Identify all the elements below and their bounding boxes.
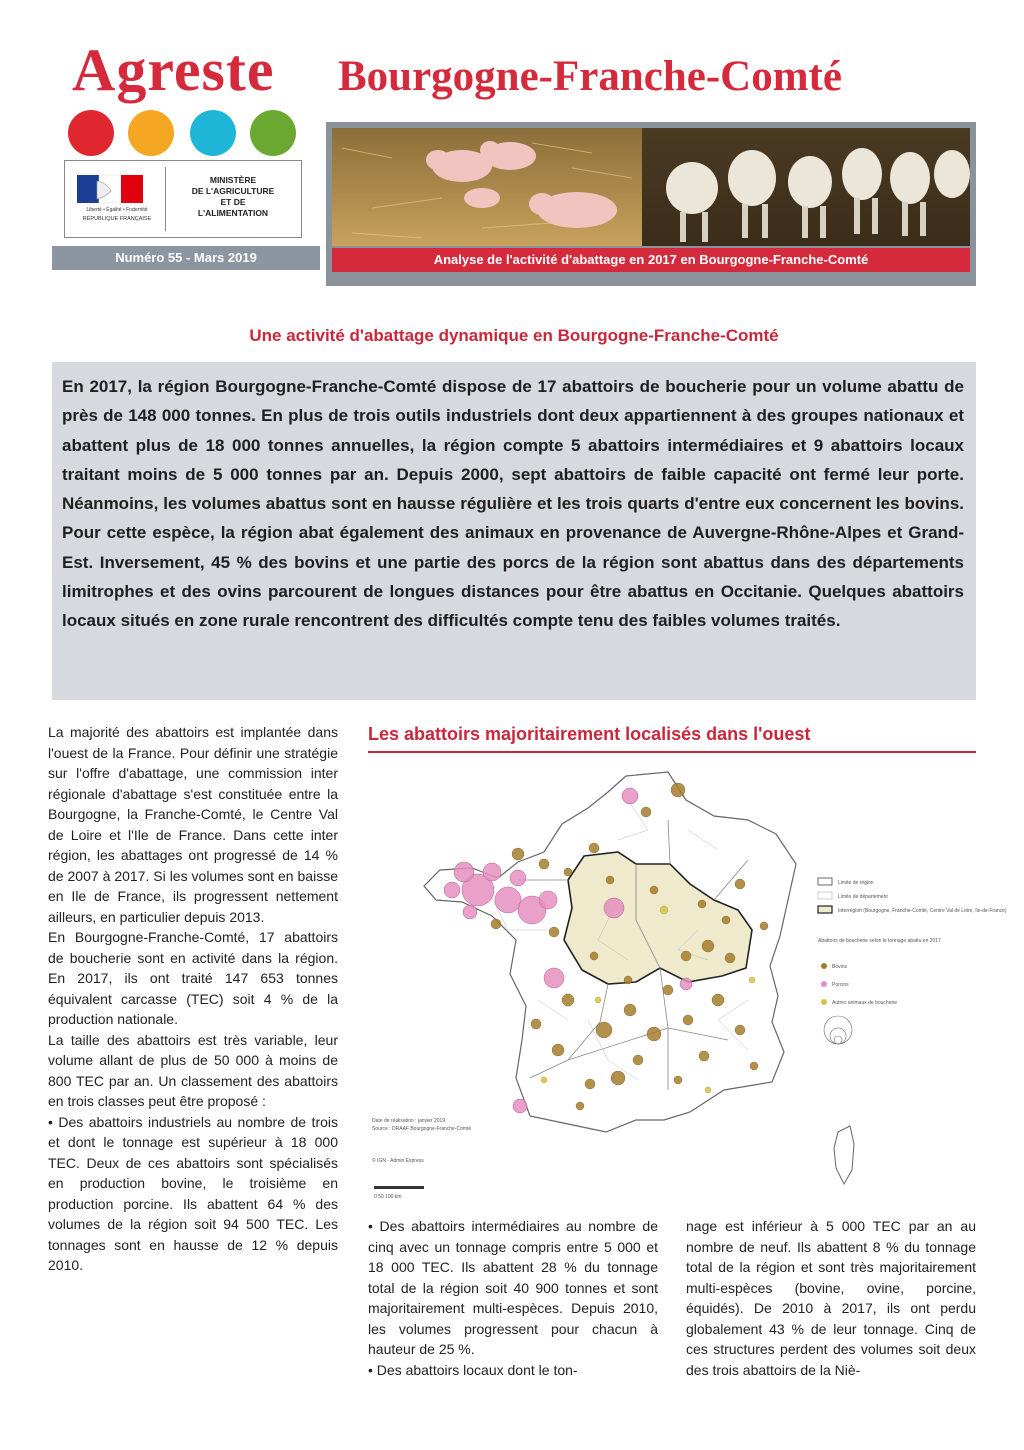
paragraph: La majorité des abattoirs est implantée dans l'ouest de la France. Pour définir une stratégie sur l'offre d'abattage, une commission inter régionale d'abattage s'est constituée entre la Bourgogne, la Franche-Comté, le Centre Val de Loire et l'Ile de France. Dans cette inter région, les abattages ont progressé de 14 % de 2007 à 2017. Si les volumes sont en baisse en Ile de France, ils progressent nettement ailleurs, en particulier depuis 2013.: [48, 724, 338, 925]
legend-region-limit: Limite de région: [838, 880, 874, 886]
paragraph: • Des abattoirs industriels au nombre de trois et dont le tonnage est supérieur à 18 000 TEC. Deux de ces abattoirs sont spécialisés en production bovine, le troisième en production porcine. Ils abattent 64 % des volumes de la région soit 94 500 TEC. Les tonnages sont en hausse de 12 % depuis 2010.: [48, 1113, 338, 1273]
republic-name: RÉPUBLIQUE FRANÇAISE: [82, 216, 152, 222]
map-legend: [818, 878, 1007, 1044]
brand-title: Agreste: [72, 37, 275, 103]
summary-box: En 2017, la région Bourgogne-Franche-Comté dispose de 17 abattoirs de boucherie pour un volume abattu de près de 148 000 tonnes. En plus de trois outils industriels dont deux appartiennent à des groupes nationaux et abattent plus de 18 000 tonnes annuelles, la région compte 5 abattoirs intermédiaires et 9 abattoirs locaux traitant moins de 5 000 tonnes par an. Depuis 2000, sept abattoirs de faible capacité ont fermé leur porte. Néanmoins, les volumes abattus sont en hausse régulière et les trois quarts d'entre eux concernent les bovins. Pour cette espèce, la région abat également des animaux en provenance de Auvergne-Rhône-Alpes et Grand-Est. Inversement, 45 % des bovins et une partie des porcs de la région sont abattus dans des départements limitrophes et des ovins parcourent de longues distances pour être abattus en Occitanie. Quelques abattoirs locaux situés en zone rurale rencontrent des difficultés compte tenu des faibles volumes traités.: [52, 362, 976, 700]
green-dot-icon: [250, 110, 296, 156]
orange-dot-icon: [128, 110, 174, 156]
map-title: Les abattoirs majoritairement localisés dans l'ouest: [368, 724, 976, 753]
legend-interregion: Interrégion (Bourgogne, Franche-Comté, Centre Val de Loire, Ile-de-France): [838, 908, 1007, 914]
scale-label: 0 50 100 km: [374, 1194, 402, 1200]
map-copyright: © IGN - Admin Express: [372, 1158, 424, 1164]
article-headline: Une activité d'abattage dynamique en Bourgogne-Franche-Comté: [249, 326, 779, 345]
republic-motto: Liberté • Égalité • Fraternité: [86, 207, 148, 213]
legend-subtitle: Abattoirs de boucherie selon le tonnage abattu en 2017: [818, 938, 941, 944]
ministry-logo: [64, 160, 302, 238]
legend-autres: Autres animaux de boucherie: [832, 1000, 898, 1006]
paragraph: • Des abattoirs intermédiaires au nombre de cinq avec un tonnage compris entre 5 000 et 18 000 TEC. Ils abattent 28 % du tonnage total de la région soit 40 900 tonnes et sont majoritairement multi-espèces. Depuis 2010, les volumes progressent pour chacun à hauteur de 25 %.: [368, 1218, 658, 1357]
issue-number: Numéro 55 - Mars 2019: [52, 246, 320, 270]
legend-bovins: Bovins: [832, 964, 848, 970]
region-title: Bourgogne-Franche-Comté: [338, 53, 842, 100]
cyan-dot-icon: [190, 110, 236, 156]
ministry-name: [173, 175, 293, 219]
map-date-note: Date de réalisation : janvier 2019: [372, 1118, 446, 1124]
ministry-line: ET DE: [220, 197, 246, 207]
issue-topic-banner: Analyse de l'activité d'abattage en 2017 en Bourgogne-Franche-Comté: [332, 248, 970, 272]
scale-bar: [374, 1186, 424, 1200]
paragraph: • Des abattoirs locaux dont le ton-: [368, 1361, 578, 1378]
livestock-photo: [332, 128, 970, 246]
ministry-line: DE L'AGRICULTURE: [191, 186, 275, 196]
paragraph: En Bourgogne-Franche-Comté, 17 abattoirs de boucherie sont en activité dans la région. En 2017, ils ont traité 147 653 tonnes équivalent carcasse (TEC) soit 4 % de la production nationale.: [48, 929, 338, 1027]
legend-department-limit: Limite de département: [838, 894, 888, 900]
body-column-right: [686, 1216, 976, 1380]
body-column-middle: [368, 1216, 658, 1380]
body-column-left: [48, 722, 338, 1276]
ministry-line: L'ALIMENTATION: [197, 208, 269, 218]
corsica-outline: [834, 1126, 854, 1184]
map-source-note: Source : DRAAF Bourgogne-Franche-Comté: [372, 1126, 472, 1132]
ministry-line: MINISTÈRE: [209, 175, 257, 185]
legend-porcins: Porcins: [832, 982, 849, 988]
paragraph: La taille des abattoirs est très variable, leur volume allant de plus de 50 000 à moins de 800 TEC par an. Un classement des abattoirs en trois classes peut être proposé :: [48, 1031, 338, 1109]
paragraph: nage est inférieur à 5 000 TEC par an au nombre de neuf. Ils abattent 8 % du tonnage total de la région et sont très majoritairement multi-espèces (bovine, ovine, porcine, équidés). De 2010 à 2017, ils ont perdu globalement 43 % de leur tonnage. Cinq de ces structures perdent des volumes soit deux des trois abattoirs de la Niè-: [686, 1218, 976, 1378]
marianne-logo: [69, 167, 166, 231]
france-abattoir-map: [368, 760, 1007, 1210]
red-dot-icon: [68, 110, 114, 156]
